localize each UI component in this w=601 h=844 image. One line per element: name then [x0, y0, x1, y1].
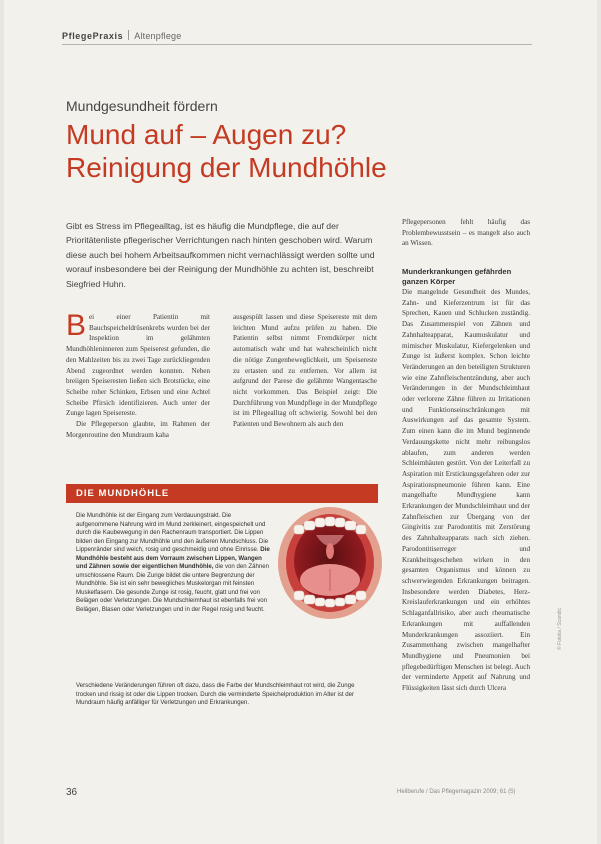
- subheading: Munderkrankungen gefährden ganzen Körper: [402, 267, 512, 286]
- header-section-bold: PflegePraxis: [62, 31, 124, 41]
- title-line-1: Mund auf – Augen zu?: [66, 119, 347, 150]
- running-header: [62, 30, 181, 41]
- col3-intro: [402, 217, 530, 249]
- page-footer: Heilberufe / Das Pflegemagazin 2009; 61 (5): [397, 789, 516, 795]
- col3-paragraph-1: Die mangelnde Gesundheit des Mundes, Zahn- und Kieferzentrum ist für das Sprechen, Kauen und Schlucken zuständig. Das Zusammenspiel von Zähnen und Zahnhalteapparat, Kaumuskulatur und mimischer Muskulatur, Kiefergelenken und Zunge ist äußerst komplex. Schon leichte Veränderungen an den beteiligten Strukturen wie eine Zahnfleischentzündung, aber auch Veränderungen in der Mundschleimhaut oder verlorene Zähne führen zu Irritationen und Funktionseinschränkungen mit Auswirkungen auf das gesamte System. Zum einen kann die im Mund beginnende Verdauungskette nicht mehr reibungslos ablaufen, zum anderen werden Schleimhäuten gestört. Von der Leiterfall zu Aspiration mit Erstickungsgefahren oder zur Aspirationspneumonie führen kann. Eine mangelhafte Mundhygiene kann Erkrankungen der Mundschleimhaut und der Zahnfleischen zur Übergang von der Gingivitis zur Parodontitis mit Zerstörung des Zahnhalteapparats nach sich ziehen. Parodontitiserreger und Krankheitsgeschehen wirken in den gesamten Organismus und können zu schwerwiegenden Erkrankungen beitragen. Insbesondere werden Diabetes, Herz-Kreislauferkrankungen und ein erhöhtes Schlaganfallrisiko, aber auch rheumatische Erkrankungen mit auffallenden Munderkrankungen assoziiert. Ein Zusammenhang zwischen mangelhafter Mundhygiene und Pneumonien bei pflegebedürftigen Menschen ist belegt. Auch der verminderte Appetit auf Nahrung und Flüssigkeiten lässt sich durch Ulcera: [402, 288, 530, 693]
- infobox-header: [66, 484, 378, 503]
- photo-credit: © Fotolia / Scandic: [557, 607, 563, 650]
- page-number: 36: [66, 787, 78, 798]
- col3-paragraph-0: Pflegepersonen fehlt häufig das Problembewusstsein – es mangelt also auch an Wissen.: [402, 218, 530, 248]
- open-mouth-illustration: [276, 505, 384, 621]
- article-title: [66, 118, 387, 184]
- infobox-text: [76, 512, 272, 614]
- title-line-2: Reinigung der Mundhöhle: [66, 152, 387, 183]
- col1-paragraph-1: ei einer Patientin mit Bauchspeicheldrüsenkrebs wurden bei der Inspektion im gelähmten Mundhöhleninneren zum Speiserest gefunden, die den Mahlzeiten bis zu zwei Tage zurückliegenden Abend zugeordnet werden konnten. Neben breiigen Speiseresten ließen sich Brotstücke, eine Scheibe roher Schinken, Erbsen und eine Achtel Scheibe Pfirsich identifizieren. Auch unter der Zunge lagen Speisereste.: [66, 313, 210, 418]
- drop-cap: B: [66, 309, 87, 342]
- header-rule: [62, 44, 532, 45]
- infobox-title: DIE MUNDHÖHLE: [76, 488, 170, 499]
- col2-paragraph-1: ausgespült lassen und diese Speisereste mit dem leichten Mund aufzu prüfen zu haben. Die Patientin selbst nimmt Fremdkörper nicht automatisch wahr und hat wahrscheinlich nicht die nötige Zungenbeweglichkeit, um Speisereste zu ertasten und zu entfernen. Vor allem ist aufgrund der Parese die gelähmte Wangentasche nicht vorkommen. Das Beispiel zeigt: Die Durchführung von Mundpflege in der Mundpflege ist im Pflegealltag oft schwierig. Sowohl bei den Patienten und Bewohnern als auch den: [233, 313, 377, 429]
- body-column-1: [66, 309, 210, 440]
- col1-paragraph-2: Die Pflegeperson glaubte, im Rahmen der Morgenroutine den Mundraum kaha: [66, 420, 210, 439]
- infobox-bold-text: Die Mundhöhle besteht aus dem Vorraum zwischen Lippen, Wangen und Zähnen sowie der eigentlichen Mundhöhle,: [76, 546, 270, 570]
- body-column-3: [402, 287, 530, 694]
- header-section: Altenpflege: [134, 31, 182, 41]
- article-kicker: Mundgesundheit fördern: [66, 98, 218, 114]
- infobox-paragraph-1: Die Mundhöhle ist der Eingang zum Verdauungstrakt. Die aufgenommene Nahrung wird im Mund zerkleinert, eingespeichelt und durch die Kaubewegung in den Rachenraum transportiert. Die Lippen bilden den Eingang zur Mundhöhle und den äußeren Mundschluss. Die Lippenränder sind weich, rosig und geschmeidig und ohne Einrisse.: [76, 512, 269, 553]
- article-lead: Gibt es Stress im Pflegealltag, ist es häufig die Mundpflege, die auf der Prioritätenliste pflegerischer Verrichtungen nach hinten geschoben wird. Warum diese auch bei hohem Arbeitsaufkommen nicht vernachlässigt werden sollte und worauf insbesondere bei der Reinigung der Mundhöhle zu achten ist, beschreibt Siegfried Huhn.: [66, 221, 375, 289]
- header-divider: [128, 30, 129, 40]
- body-column-2: [233, 312, 377, 430]
- infobox-paragraph-2: Verschiedene Veränderungen führen oft dazu, dass die Farbe der Mundschleimhaut rot wird, die Zunge trocken und rissig ist oder die Lippen trocken. Durch die verminderte Speichelproduktion im Alter ist der Mundraum häufig anfälliger für Verletzungen und Erkrankungen.: [76, 682, 355, 706]
- infobox-paragraph-1c: die von den Zähnen umschlossene Raum. Die Zunge bildet die untere Begrenzung der Mundhöhle. Sie ist ein sehr bewegliches Muskelorgan mit feinsten Muskelfasern. Die gesunde Zunge ist rosig, feucht, glatt und frei von Belägen oder Verletzungen. Die Mundschleimhaut ist ebenfalls frei von Belägen, Blasen oder Verletzungen und in der Regel rosig und feucht.: [76, 563, 270, 613]
